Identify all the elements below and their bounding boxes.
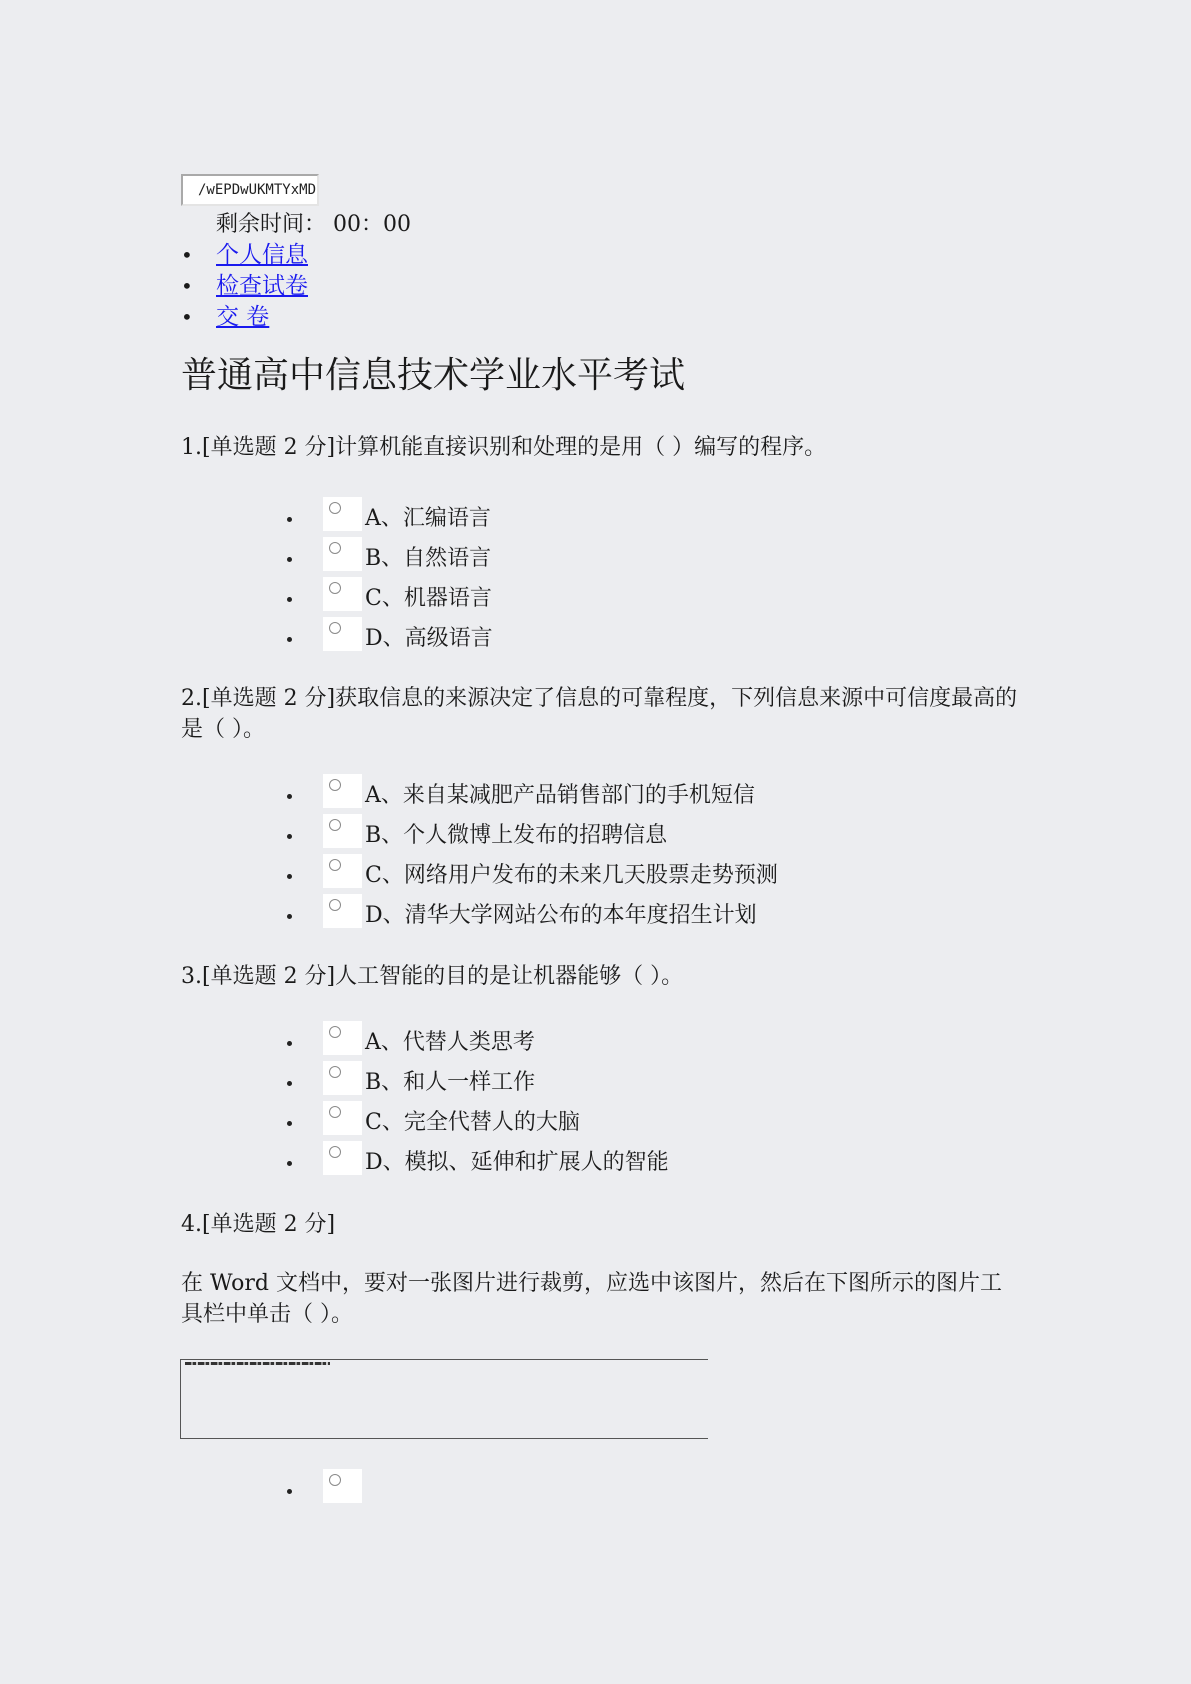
remaining-time: [216, 211, 411, 239]
radio-circle-icon: [329, 819, 341, 831]
bullet-icon: [287, 834, 292, 839]
remaining-time-label: 剩余时间：: [216, 212, 327, 237]
option-label: D、清华大学网站公布的本年度招生计划: [365, 903, 757, 928]
question-4-header: 4.[单选题 2 分]: [181, 1212, 336, 1237]
radio-circle-icon: [329, 582, 341, 594]
bullet-icon: [287, 1081, 292, 1086]
bullet-icon: [287, 517, 292, 522]
question-2-text: 2.[单选题 2 分]获取信息的来源决定了信息的可靠程度，下列信息来源中可信度最高的是（ ）。: [181, 686, 1018, 742]
question-1-text: 1.[单选题 2 分]计算机能直接识别和处理的是用（ ）编写的程序。: [181, 435, 827, 460]
option-label: A、代替人类思考: [365, 1030, 535, 1055]
bullet-icon: [287, 794, 292, 799]
radio-circle-icon: [329, 779, 341, 791]
bullet-icon: [287, 1161, 292, 1166]
bullet-icon: [287, 1489, 292, 1494]
option-label: C、机器语言: [365, 586, 492, 611]
radio-circle-icon: [329, 859, 341, 871]
radio-button[interactable]: [323, 537, 362, 571]
option-label: C、完全代替人的大脑: [365, 1110, 580, 1135]
option-label: A、来自某减肥产品销售部门的手机短信: [365, 783, 755, 808]
radio-button[interactable]: [323, 577, 362, 611]
radio-button[interactable]: [323, 1101, 362, 1135]
exam-title: 普通高中信息技术学业水平考试: [181, 355, 686, 396]
radio-button[interactable]: [323, 1021, 362, 1055]
bullet-icon: [287, 557, 292, 562]
option-label: A、汇编语言: [365, 506, 491, 531]
radio-button[interactable]: [323, 1469, 362, 1503]
bullet-icon: •: [181, 243, 193, 267]
question-3-text: 3.[单选题 2 分]人工智能的目的是让机器能够（ ）。: [181, 964, 684, 989]
option-label: D、模拟、延伸和扩展人的智能: [365, 1150, 669, 1175]
radio-circle-icon: [329, 1026, 341, 1038]
radio-circle-icon: [329, 1146, 341, 1158]
check-paper-link[interactable]: 检查试卷: [216, 273, 308, 299]
toolbar-icons-strip: [185, 1362, 330, 1365]
option-label: C、网络用户发布的未来几天股票走势预测: [365, 863, 778, 888]
bullet-icon: •: [181, 274, 193, 298]
bullet-icon: [287, 1041, 292, 1046]
radio-button[interactable]: [323, 1141, 362, 1175]
bullet-icon: •: [181, 305, 193, 329]
radio-circle-icon: [329, 622, 341, 634]
radio-circle-icon: [329, 899, 341, 911]
radio-circle-icon: [329, 1474, 341, 1486]
radio-button[interactable]: [323, 1061, 362, 1095]
option-label: B、和人一样工作: [365, 1070, 536, 1095]
option-label: D、高级语言: [365, 626, 493, 651]
bullet-icon: [287, 597, 292, 602]
radio-circle-icon: [329, 502, 341, 514]
option-label: B、自然语言: [365, 546, 492, 571]
radio-circle-icon: [329, 1106, 341, 1118]
radio-button[interactable]: [323, 814, 362, 848]
picture-toolbar-image: [180, 1359, 708, 1439]
bullet-icon: [287, 874, 292, 879]
bullet-icon: [287, 637, 292, 642]
submit-paper-link[interactable]: 交 卷: [216, 304, 270, 330]
radio-button[interactable]: [323, 774, 362, 808]
viewstate-field[interactable]: /wEPDwUKMTYxMD: [181, 174, 319, 206]
remaining-time-value: 00：00: [333, 212, 412, 237]
radio-circle-icon: [329, 1066, 341, 1078]
personal-info-link[interactable]: 个人信息: [216, 242, 308, 268]
radio-button[interactable]: [323, 854, 362, 888]
bullet-icon: [287, 1121, 292, 1126]
radio-button[interactable]: [323, 894, 362, 928]
radio-button[interactable]: [323, 497, 362, 531]
option-label: B、个人微博上发布的招聘信息: [365, 823, 668, 848]
radio-circle-icon: [329, 542, 341, 554]
radio-button[interactable]: [323, 617, 362, 651]
question-4-text: 在 Word 文档中，要对一张图片进行裁剪，应选中该图片，然后在下图所示的图片工具栏中单击（ ）。: [181, 1271, 1002, 1327]
bullet-icon: [287, 914, 292, 919]
